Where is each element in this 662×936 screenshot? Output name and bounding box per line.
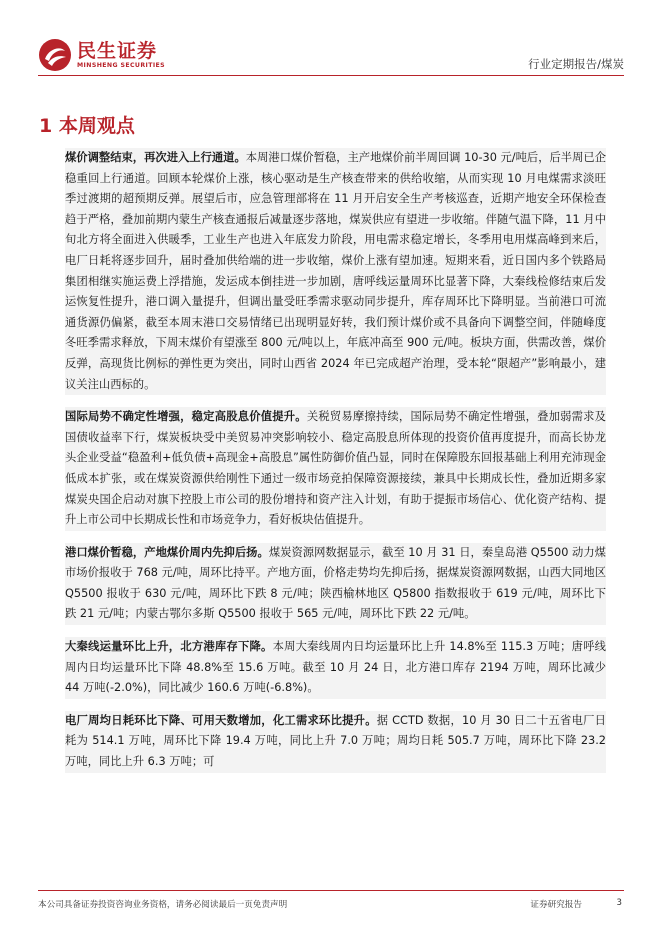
paragraph-lead: 煤价调整结束，再次进入上行通道。 [65,151,246,164]
logo-english-name: MINSHENG SECURITIES [77,61,166,69]
page-header [0,0,662,82]
footer-divider [38,890,624,891]
paragraph-port-prices [65,543,606,625]
paragraph-body: 煤炭资源网数据显示，截至 10 月 31 日，秦皇岛港 Q5500 动力煤市场价报收于 768 元/吨，周环比持平。产地方面，价格走势均先抑后扬，据煤炭资源网数据，山西大同地区 Q5500 报收于 630 元/吨，周环比下跌 8 元/吨；陕西榆林地区 Q5800 指数报收于 619 元/吨，周环比下跌 21 元/吨；内蒙古鄂尔多斯 Q5500 报收于 565 元/吨，周环比下跌 22 元/吨。 [65,545,606,621]
report-type: 行业定期报告/煤炭 [528,57,624,71]
minsheng-logo-icon [38,38,72,72]
header-divider [38,75,624,76]
paragraph-body: 关税贸易摩擦持续，国际局势不确定性增强，叠加弱需求及国债收益率下行，煤炭板块受中美贸易冲突影响较小、稳定高股息所体现的投资价值再度提升，而高长协龙头企业受益“稳盈利+低负债+高现金+高股息”属性防御价值凸显，同时在保障股东回报基础上利用充沛现金低成本扩张，或在煤炭资源供给刚性下通过一级市场竞拍保障资源接续，兼具中长期成长性，叠加近期多家煤炭央国企启动对旗下控股上市公司的股份增持和资产注入计划，有助于提振市场信心、优化资产结构、提升上市公司中长期成长性和市场竞争力，看好板块估值提升。 [65,410,606,527]
paragraph-body: 据 CCTD 数据，10 月 30 日二十五省电厂日耗为 514.1 万吨，周环比下降 19.4 万吨，同比上升 7.0 万吨；周均日耗 505.7 万吨，周环比下降 23.2 万吨，同比上升 6.3 万吨；可 [65,713,606,769]
footer-disclaimer: 本公司具备证券投资咨询业务资格，请务必阅读最后一页免责声明 [38,900,288,910]
paragraph-lead: 港口煤价暂稳，产地煤价周内先抑后扬。 [65,545,269,559]
main-content [65,148,606,785]
page-number: 3 [616,898,622,908]
paragraph-lead: 国际局势不确定性增强，稳定高股息价值提升。 [65,410,307,424]
paragraph-power-demand [65,711,606,773]
paragraph-lead: 电厂周均日耗环比下降、可用天数增加，化工需求环比提升。 [65,713,377,727]
footer-doc-type: 证券研究报告 [530,900,582,910]
logo [38,38,165,72]
paragraph-coal-price-outlook [65,148,606,395]
logo-chinese-name: 民生证券 [77,39,158,62]
section-title: 1 本周观点 [39,115,135,137]
paragraph-lead: 大秦线运量环比上升，北方港库存下降。 [65,640,273,654]
paragraph-railway-volume [65,637,606,699]
paragraph-dividend-value [65,407,606,531]
paragraph-body: 本周大秦线周内日均运量环比上升 14.8%至 115.3 万吨；唐呼线周内日均运量环比下降 48.8%至 15.6 万吨。截至 10 月 24 日，北方港口库存 2194 万吨，周环比减少 44 万吨(-2.0%)，同比减少 160.6 万吨(-6.8%)。 [65,640,606,695]
paragraph-body: 本周港口煤价暂稳，主产地煤价前半周回调 10-30 元/吨后，后半周已企稳重回上行通道。回顾本轮煤价上涨，核心驱动是生产核查带来的供给收缩，从而实现 10 月电煤需求淡旺季过渡期的超预期反弹。展望后市，应急管理部将在 11 月开启安全生产考核巡查，近期产地安全环保检查趋于严格，叠加前期内蒙生产核查通报后减量逐步落地，煤炭供应有望进一步收缩。伴随气温下降，11 月中旬北方将全面进入供暖季，工业生产也进入年底发力阶段，用电需求稳定增长，冬季用电用煤高峰到来后，电厂日耗将逐步回升，届时叠加供给端的进一步收缩，煤价上涨有望加速。短期来看，近日国内多个铁路局集团相继实施运费上浮措施，发运成本倒挂进一步加剧，唐呼线运量周环比显著下降，大秦线检修结束后发运恢复性提升，港口调入量提升，但调出量受旺季需求驱动同步提升，库存周环比下降明显。当前港口可流通货源仍偏紧，截至本周末港口交易情绪已出现明显好转，我们预计煤价或不具备向下调整空间，伴随峰度冬旺季需求释放，下周末煤价有望涨至 800 元/吨以上，年底冲高至 900 元/吨。板块方面，供需改善，煤价反弹，高现货比例标的弹性更为突出，同时山西省 2024 年已完成超产治理，受本轮“限超产”影响最小，建议关注山西标的。 [65,151,606,391]
